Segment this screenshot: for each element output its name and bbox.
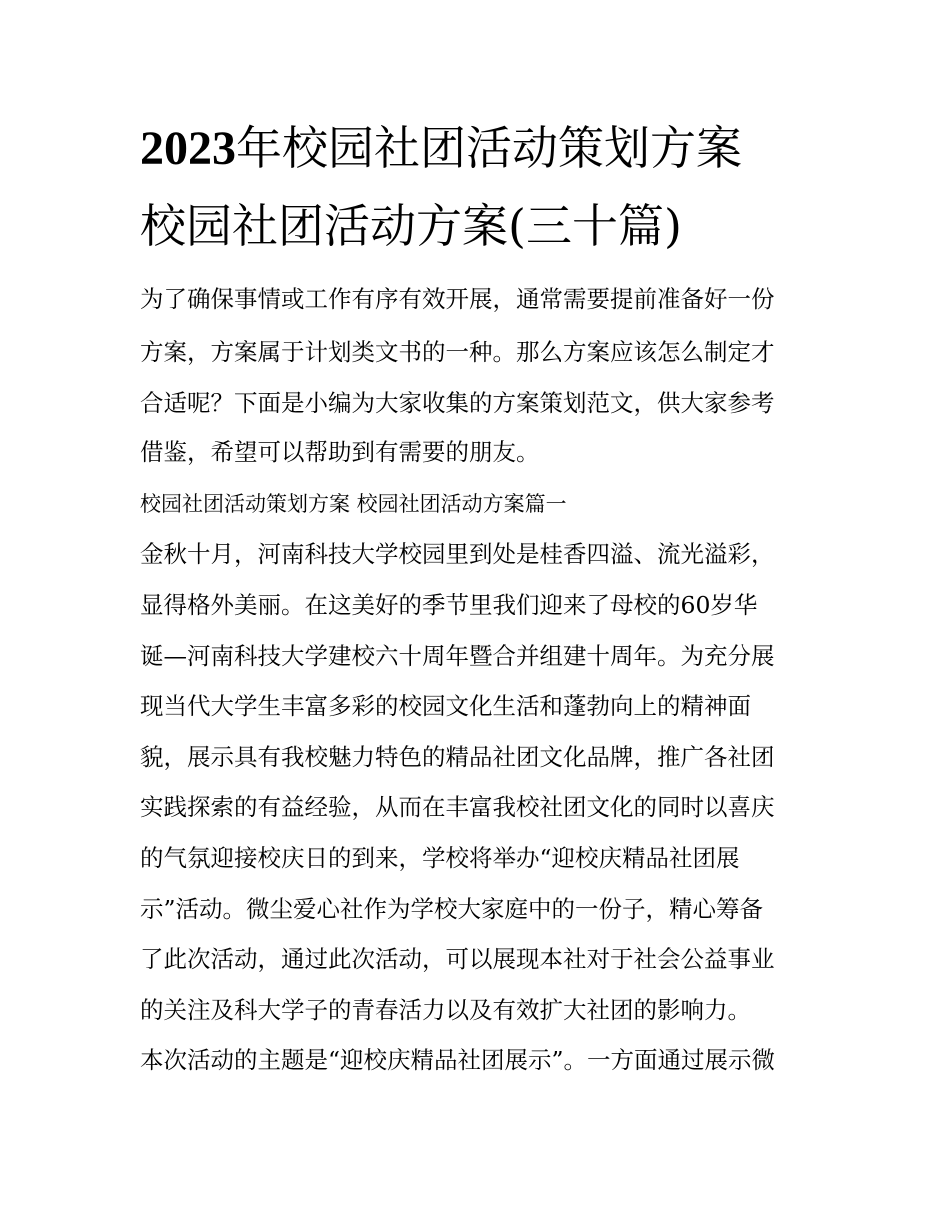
body-line: 的气氛迎接校庆日的到来，学校将举办“迎校庆精品社团展 [140,844,740,872]
body-line: 显得格外美丽。在这美好的季节里我们迎来了母校的60岁华 [140,591,758,619]
body-line: 了此次活动，通过此次活动，可以展现本社对于社会公益事业 [140,945,775,973]
section-heading: 校园社团活动策划方案 校园社团活动方案篇一 [140,492,567,516]
body-line: 貌，展示具有我校魅力特色的精品社团文化品牌，推广各社团 [140,743,775,771]
body-line: 示”活动。微尘爱心社作为学校大家庭中的一份子，精心筹备 [140,895,764,923]
body-line: 诞—河南科技大学建校六十周年暨合并组建十周年。为充分展 [140,642,775,670]
intro-line: 为了确保事情或工作有序有效开展，通常需要提前准备好一份 [140,285,775,313]
body-line: 实践探索的有益经验，从而在丰富我校社团文化的同时以喜庆 [140,793,775,821]
body-line: 的关注及科大学子的青春活力以及有效扩大社团的影响力。 [140,996,751,1024]
title-line-2: 校园社团活动方案(三十篇) [140,199,682,253]
title-year: 2023 [140,122,236,175]
title-line-1-text: 年校园社团活动策划方案 [236,121,742,175]
title-line-1 [140,120,742,177]
body-line: 现当代大学生丰富多彩的校园文化生活和蓬勃向上的精神面 [140,692,751,720]
intro-line: 合适呢？下面是小编为大家收集的方案策划范文，供大家参考 [140,389,775,417]
body-line: 金秋十月，河南科技大学校园里到处是桂香四溢、流光溢彩， [140,540,775,568]
intro-line: 借鉴，希望可以帮助到有需要的朋友。 [140,438,540,466]
body-line: 本次活动的主题是“迎校庆精品社团展示”。一方面通过展示微 [140,1046,776,1074]
intro-line: 方案，方案属于计划类文书的一种。那么方案应该怎么制定才 [140,338,775,366]
